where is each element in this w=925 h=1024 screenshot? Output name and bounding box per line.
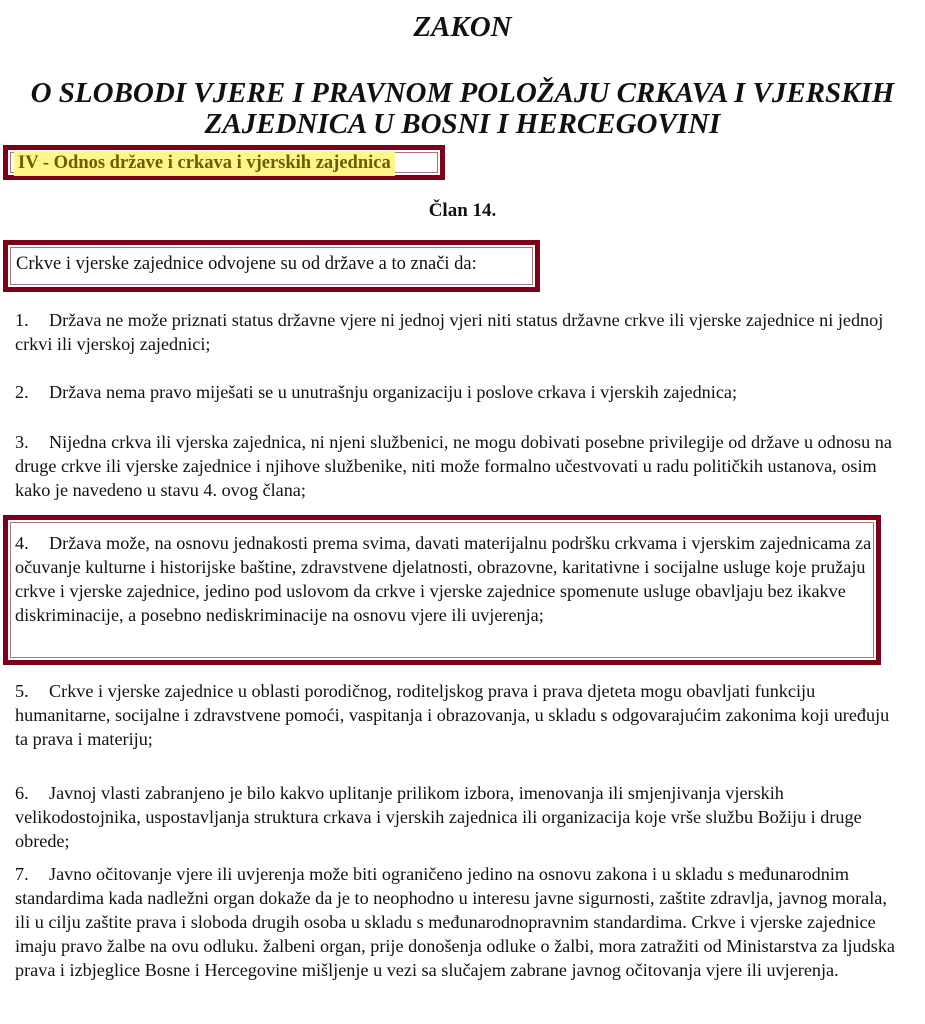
item-4-box: [3, 515, 881, 665]
item-number: 2.: [15, 382, 29, 402]
item-text: Crkve i vjerske zajednice u oblasti porodičnog, roditeljskog prava i prava djeteta mogu obavljati funkciju humanitarne, socijalne i zdravstvene pomoći, vaspitanja i obrazovanja, u skladu s odgovarajućim zakonima koji uređuju ta prava i materiju;: [15, 681, 890, 749]
document-title: ZAKON: [413, 11, 512, 43]
item-number: 3.: [15, 432, 29, 452]
list-item-6: [15, 781, 895, 853]
item-number: 5.: [15, 681, 29, 701]
list-item-1: [15, 308, 895, 356]
list-item-4: [15, 531, 875, 627]
document-subtitle-line-1: O SLOBODI VJERE I PRAVNOM POLOŽAJU CRKAVA I VJERSKIH: [30, 77, 895, 109]
item-text: Javnoj vlasti zabranjeno je bilo kakvo uplitanje prilikom izbora, imenovanja ili smjenjivanja vjerskih velikodostojnika, uspostavljanja struktura crkava i vjerskih zajednica ili organizacija koje vrše službu Božiju i druge obrede;: [15, 783, 862, 851]
list-item-5: [15, 679, 895, 751]
item-text: Nijedna crkva ili vjerska zajednica, ni njeni službenici, ne mogu dobivati posebne privilegije od države u odnosu na druge crkve ili vjerske zajednice i njihove službenike, niti može formalno učestvovati u radu političkih ustanova, osim kako je navedeno u stavu 4. ovog člana;: [15, 432, 892, 500]
document-subtitle-line-2: ZAJEDNICA U BOSNI I HERCEGOVINI: [204, 108, 721, 140]
article-heading: Član 14.: [428, 200, 497, 221]
item-number: 6.: [15, 783, 29, 803]
item-text: Država može, na osnovu jednakosti prema svima, davati materijalnu podršku crkvama i vjerskim zajednicama za očuvanje kulturne i historijske baštine, zdravstvene djelatnosti, obrazovne, karitativne i socijalne usluge koje pružaju crkve i vjerske zajednice, jedino pod uslovom da crkve i vjerske zajednice spomenute usluge obavljaju bez ikakve diskriminacije, a posebno nediskriminacije na osnovu vjere ili uvjerenja;: [15, 533, 872, 625]
item-number: 7.: [15, 864, 29, 884]
item-text: Država nema pravo miješati se u unutrašnju organizaciju i poslove crkava i vjerskih zajednica;: [49, 382, 738, 402]
item-text: Javno očitovanje vjere ili uvjerenja može biti ograničeno jedino na osnovu zakona i u skladu s međunarodnim standardima kada nadležni organ dokaže da je to neophodno u interesu javne sigurnosti, zaštite zdravlja, javnog morala, ili u cilju zaštite prava i sloboda drugih osoba u skladu s međunarodnopravnim standardima. Crkve i vjerske zajednice imaju pravo žalbe na ovu odluku. žalbeni organ, prije donošenja odluke o žalbi, mora zatražiti od Ministarstva za ljudska prava i izbjeglice Bosne i Hercegovine mišljenje u vezi sa slučajem zabrane javnog očitovanja vjere ili uvjerenja.: [15, 864, 895, 980]
list-item-2: [15, 380, 895, 404]
intro-box: [3, 240, 540, 292]
item-text: Država ne može priznati status državne vjere ni jednoj vjeri niti status državne crkve ili vjerske zajednice ni jednoj crkvi ili vjerskoj zajednici;: [15, 310, 884, 354]
item-number: 1.: [15, 310, 29, 330]
item-number: 4.: [15, 533, 29, 553]
section-heading: IV - Odnos države i crkava i vjerskih zajednica: [14, 151, 395, 176]
section-heading-box: [3, 145, 445, 180]
list-item-7: [15, 862, 895, 982]
list-item-3: [15, 430, 895, 502]
intro-text: Crkve i vjerske zajednice odvojene su od države a to znači da:: [16, 254, 477, 274]
